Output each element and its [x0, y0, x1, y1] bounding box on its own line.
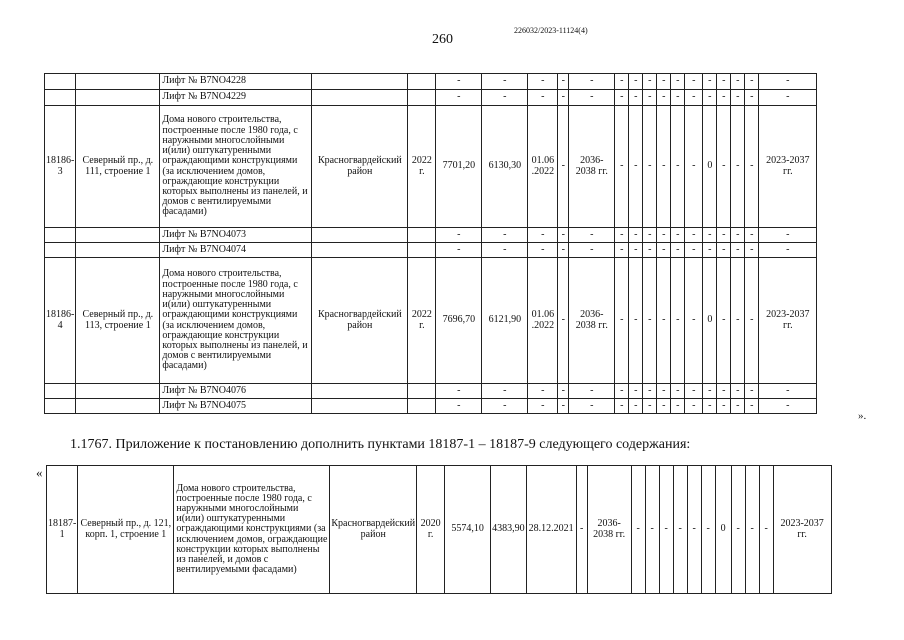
cell-c2: -: [629, 258, 643, 384]
cell-year: 2022 г.: [408, 258, 436, 384]
cell-date: -: [528, 90, 558, 106]
cell-c8: -: [731, 466, 745, 594]
table-row: [45, 384, 817, 399]
cell-c10: -: [745, 399, 759, 414]
table-row: [47, 466, 832, 594]
cell-date: 01.06 .2022: [528, 106, 558, 228]
cell-date: -: [528, 74, 558, 90]
cell-c3: -: [643, 228, 657, 243]
cell-c10: -: [745, 90, 759, 106]
cell-period: -: [569, 399, 615, 414]
cell-addr: [76, 399, 160, 414]
cell-area1: -: [436, 228, 482, 243]
cell-c10: -: [745, 228, 759, 243]
cell-dash: -: [558, 106, 569, 228]
cell-area2: -: [482, 399, 528, 414]
cell-c4: -: [657, 228, 671, 243]
cell-district: [312, 74, 408, 90]
cell-area2: 4383,90: [491, 466, 527, 594]
cell-dash: -: [558, 228, 569, 243]
cell-final: -: [759, 90, 817, 106]
cell-year: [408, 74, 436, 90]
cell-year: [408, 90, 436, 106]
cell-c7: 0: [703, 258, 717, 384]
cell-addr: [76, 384, 160, 399]
cell-c10: -: [745, 106, 759, 228]
cell-district: [312, 399, 408, 414]
cell-addr: Северный пр., д. 111, строение 1: [76, 106, 160, 228]
cell-c2: -: [629, 106, 643, 228]
cell-desc: Лифт № B7NO4075: [160, 399, 312, 414]
cell-period: 2036-2038 гг.: [569, 258, 615, 384]
cell-c8: -: [717, 228, 731, 243]
cell-area1: 7701,20: [436, 106, 482, 228]
cell-c3: -: [643, 106, 657, 228]
cell-num: [45, 399, 76, 414]
cell-desc: Лифт № B7NO4229: [160, 90, 312, 106]
cell-c8: -: [717, 90, 731, 106]
cell-num: [45, 228, 76, 243]
cell-c10: -: [745, 258, 759, 384]
opening-quote-mark: «: [36, 465, 43, 480]
cell-c7: -: [703, 74, 717, 90]
cell-final: 2023-2037 гг.: [773, 466, 831, 594]
cell-c8: -: [717, 399, 731, 414]
cell-desc: Дома нового строительства, построенные после 1980 года, с наружными многослойными и(или) оштукатуренными ограждающими конструкциями (за исключением домов, ограждающие конструкции которых выполнены из панелей, и домов с вентилируемыми фасадами): [160, 106, 312, 228]
cell-period: -: [569, 90, 615, 106]
cell-district: Красногвардейский район: [330, 466, 417, 594]
cell-addr: Северный пр., д. 113, строение 1: [76, 258, 160, 384]
cell-c8: -: [717, 384, 731, 399]
cell-district: Красногвардейский район: [312, 106, 408, 228]
cell-year: [408, 399, 436, 414]
cell-area1: -: [436, 74, 482, 90]
cell-c1: -: [615, 106, 629, 228]
cell-c1: -: [615, 399, 629, 414]
cell-period: -: [569, 74, 615, 90]
cell-area1: -: [436, 90, 482, 106]
table-row: [45, 74, 817, 90]
cell-c4: -: [657, 106, 671, 228]
cell-c4: -: [657, 243, 671, 258]
cell-dash: -: [558, 90, 569, 106]
cell-c7: -: [703, 384, 717, 399]
cell-final: -: [759, 74, 817, 90]
cell-num: [45, 243, 76, 258]
document-id: 226032/2023-11124(4): [514, 26, 588, 35]
cell-num: [45, 90, 76, 106]
cell-year: [408, 384, 436, 399]
cell-c3: -: [643, 74, 657, 90]
cell-c2: -: [629, 228, 643, 243]
cell-final: -: [759, 243, 817, 258]
cell-c8: -: [717, 106, 731, 228]
cell-c6: -: [685, 228, 703, 243]
cell-c2: -: [629, 74, 643, 90]
table-row: [45, 228, 817, 243]
cell-c1: -: [631, 466, 645, 594]
cell-c5: -: [671, 258, 685, 384]
cell-dash: -: [558, 399, 569, 414]
cell-num: 18187-1: [47, 466, 78, 594]
cell-c4: -: [657, 74, 671, 90]
cell-area1: 5574,10: [445, 466, 491, 594]
cell-c4: -: [657, 384, 671, 399]
cell-district: [312, 228, 408, 243]
cell-c7: -: [703, 228, 717, 243]
cell-c9: -: [731, 74, 745, 90]
cell-area1: 7696,70: [436, 258, 482, 384]
cell-desc: Дома нового строительства, построенные после 1980 года, с наружными многослойными и(или) оштукатуренными ограждающими конструкциями (за исключением домов, ограждающие конструкции которых выполнены из панелей, и домов с вентилируемыми фасадами): [174, 466, 330, 594]
table-row: [45, 90, 817, 106]
cell-dash: -: [558, 74, 569, 90]
cell-c1: -: [615, 258, 629, 384]
cell-c5: -: [671, 384, 685, 399]
cell-c3: -: [659, 466, 673, 594]
cell-c10: -: [745, 384, 759, 399]
cell-c8: -: [717, 74, 731, 90]
cell-final: -: [759, 399, 817, 414]
cell-c1: -: [615, 90, 629, 106]
table-row: [45, 258, 817, 384]
cell-c9: -: [731, 90, 745, 106]
cell-c6: -: [685, 384, 703, 399]
cell-area2: -: [482, 90, 528, 106]
cell-dash: -: [576, 466, 587, 594]
cell-num: [45, 74, 76, 90]
cell-desc: Лифт № B7NO4228: [160, 74, 312, 90]
amendment-paragraph: 1.1767. Приложение к постановлению дополнить пунктами 18187-1 – 18187-9 следующего содержания:: [70, 437, 691, 452]
cell-c3: -: [643, 243, 657, 258]
cell-c1: -: [615, 384, 629, 399]
cell-c9: -: [731, 228, 745, 243]
cell-desc: Дома нового строительства, построенные после 1980 года, с наружными многослойными и(или) оштукатуренными ограждающими конструкциями (за исключением домов, ограждающие конструкции которых выполнены из панелей, и домов с вентилируемыми фасадами): [160, 258, 312, 384]
cell-date: -: [528, 228, 558, 243]
cell-desc: Лифт № B7NO4073: [160, 228, 312, 243]
cell-c6: -: [685, 399, 703, 414]
cell-c8: -: [717, 243, 731, 258]
cell-c3: -: [643, 258, 657, 384]
cell-c9: -: [731, 384, 745, 399]
cell-num: 18186-3: [45, 106, 76, 228]
table-row: [45, 106, 817, 228]
table-main: [44, 73, 817, 414]
table-row: [45, 399, 817, 414]
cell-district: [312, 384, 408, 399]
cell-c9: -: [731, 258, 745, 384]
cell-year: 2020 г.: [417, 466, 445, 594]
cell-dash: -: [558, 258, 569, 384]
cell-c2: -: [629, 384, 643, 399]
cell-num: 18186-4: [45, 258, 76, 384]
cell-c4: -: [657, 258, 671, 384]
cell-c8: -: [717, 258, 731, 384]
cell-area2: -: [482, 384, 528, 399]
cell-dash: -: [558, 384, 569, 399]
cell-area1: -: [436, 384, 482, 399]
table-row: [45, 243, 817, 258]
cell-c6: -: [685, 258, 703, 384]
cell-year: [408, 228, 436, 243]
cell-c9: -: [731, 399, 745, 414]
cell-final: -: [759, 384, 817, 399]
cell-period: 2036-2038 гг.: [569, 106, 615, 228]
cell-c9: -: [731, 243, 745, 258]
cell-c10: -: [745, 74, 759, 90]
cell-period: -: [569, 243, 615, 258]
cell-c7: -: [703, 243, 717, 258]
cell-addr: Северный пр., д. 121, корп. 1, строение 1: [78, 466, 174, 594]
cell-addr: [76, 243, 160, 258]
cell-desc: Лифт № B7NO4074: [160, 243, 312, 258]
cell-c9: -: [745, 466, 759, 594]
cell-c4: -: [673, 466, 687, 594]
cell-num: [45, 384, 76, 399]
cell-c1: -: [615, 74, 629, 90]
cell-c7: -: [703, 90, 717, 106]
cell-c4: -: [657, 90, 671, 106]
cell-date: -: [528, 243, 558, 258]
cell-c10: -: [759, 466, 773, 594]
cell-final: -: [759, 228, 817, 243]
cell-addr: [76, 74, 160, 90]
cell-c6: -: [685, 106, 703, 228]
cell-area1: -: [436, 243, 482, 258]
cell-year: [408, 243, 436, 258]
page-number: 260: [432, 32, 453, 47]
cell-date: -: [528, 399, 558, 414]
cell-area1: -: [436, 399, 482, 414]
cell-final: 2023-2037 гг.: [759, 258, 817, 384]
cell-c2: -: [645, 466, 659, 594]
cell-desc: Лифт № B7NO4076: [160, 384, 312, 399]
cell-period: -: [569, 384, 615, 399]
cell-c7: 0: [703, 106, 717, 228]
cell-c3: -: [643, 384, 657, 399]
cell-c6: -: [685, 243, 703, 258]
cell-c5: -: [671, 399, 685, 414]
cell-c4: -: [657, 399, 671, 414]
cell-addr: [76, 90, 160, 106]
cell-area2: 6130,30: [482, 106, 528, 228]
cell-c5: -: [671, 228, 685, 243]
cell-c5: -: [687, 466, 701, 594]
cell-area2: 6121,90: [482, 258, 528, 384]
closing-quote-mark: ».: [858, 410, 867, 422]
cell-c7: -: [703, 399, 717, 414]
cell-c5: -: [671, 243, 685, 258]
cell-district: [312, 243, 408, 258]
cell-c6: -: [685, 74, 703, 90]
cell-c5: -: [671, 90, 685, 106]
cell-c10: -: [745, 243, 759, 258]
cell-dash: -: [558, 243, 569, 258]
cell-date: 01.06 .2022: [528, 258, 558, 384]
cell-c7: 0: [715, 466, 731, 594]
cell-area2: -: [482, 228, 528, 243]
cell-c1: -: [615, 228, 629, 243]
cell-year: 2022 г.: [408, 106, 436, 228]
cell-final: 2023-2037 гг.: [759, 106, 817, 228]
cell-date: -: [528, 384, 558, 399]
cell-district: [312, 90, 408, 106]
cell-district: Красногвардейский район: [312, 258, 408, 384]
cell-c5: -: [671, 106, 685, 228]
cell-date: 28.12.2021: [526, 466, 576, 594]
cell-c1: -: [615, 243, 629, 258]
cell-area2: -: [482, 243, 528, 258]
cell-c6: -: [701, 466, 715, 594]
cell-area2: -: [482, 74, 528, 90]
cell-c2: -: [629, 399, 643, 414]
table-addition: [46, 465, 832, 594]
cell-period: 2036-2038 гг.: [587, 466, 631, 594]
cell-c5: -: [671, 74, 685, 90]
cell-c2: -: [629, 243, 643, 258]
cell-c9: -: [731, 106, 745, 228]
cell-c2: -: [629, 90, 643, 106]
cell-addr: [76, 228, 160, 243]
cell-c6: -: [685, 90, 703, 106]
cell-period: -: [569, 228, 615, 243]
cell-c3: -: [643, 90, 657, 106]
cell-c3: -: [643, 399, 657, 414]
